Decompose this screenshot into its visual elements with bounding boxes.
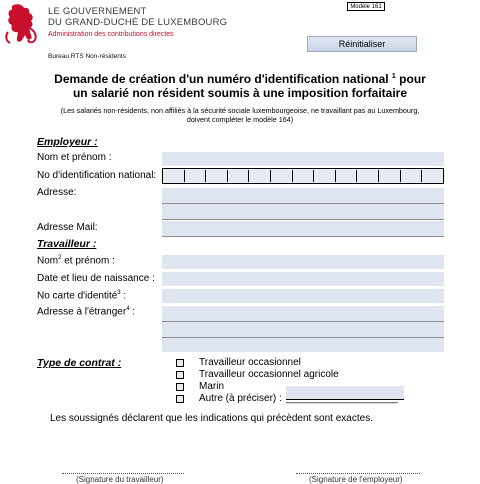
form-title-line2: un salarié non résident soumis à une imposition forfaitaire xyxy=(72,86,408,100)
id-digit-cell[interactable] xyxy=(358,170,379,182)
id-digit-cell[interactable] xyxy=(423,170,443,182)
footnote-marker: 4 xyxy=(126,306,130,312)
worker-idcard-label-end: : xyxy=(120,290,127,302)
worker-name-label-end: et prénom : xyxy=(61,255,115,267)
worker-name-label-text: Nom xyxy=(37,255,59,267)
id-digit-cell[interactable] xyxy=(164,170,185,182)
employer-id-label: No d'identification national: xyxy=(37,170,157,181)
worker-signature-label: (Signature du travailleur) xyxy=(76,475,164,484)
employer-signature-label: (Signature de l'employeur) xyxy=(309,475,403,484)
footnote-marker: 3 xyxy=(117,290,121,296)
worker-heading: Travailleur : xyxy=(37,238,97,250)
worker-birth-field[interactable] xyxy=(162,272,444,286)
bureau-name: Bureau RTS Non-résidents xyxy=(48,53,126,60)
footnote-marker: 1 xyxy=(391,73,396,80)
employer-name-field[interactable] xyxy=(162,152,444,166)
id-digit-cell[interactable] xyxy=(272,170,293,182)
employer-id-field[interactable] xyxy=(162,168,444,184)
contract-occasional-checkbox[interactable] xyxy=(176,359,184,367)
contract-type-heading: Type de contrat : xyxy=(37,357,122,369)
contract-option-label: Travailleur occasionnel agricole xyxy=(199,369,339,380)
worker-foreign-address-label-end: : xyxy=(129,306,136,318)
contract-option-label: Marin xyxy=(199,381,225,392)
form-note-line2: doivent compléter le modèle 164) xyxy=(186,115,294,124)
administration-name: Administration des contributions directes xyxy=(48,31,174,38)
id-digit-cell[interactable] xyxy=(294,170,315,182)
contract-option-label: Travailleur occasionnel xyxy=(199,357,301,368)
worker-name-label xyxy=(37,255,115,266)
model-number-badge: Modèle 161 xyxy=(347,2,385,11)
employer-email-field[interactable] xyxy=(162,221,444,236)
form-title-line1 xyxy=(0,72,480,86)
footnote-marker: 2 xyxy=(58,255,62,261)
id-digit-cell[interactable] xyxy=(207,170,228,182)
form-note-line1: (Les salariés non-résidents, non affiliés à la sécurité sociale luxembourgeoise, ne travaillant pas au Luxembourg, xyxy=(60,106,420,115)
worker-foreign-address-label xyxy=(37,306,135,317)
employer-address-field-2[interactable] xyxy=(162,204,444,219)
worker-idcard-label xyxy=(37,290,126,301)
gov-title-line2: DU GRAND-DUCHÉ DE LUXEMBOURG xyxy=(48,17,228,28)
form-title-text-end: pour xyxy=(395,72,426,86)
worker-foreign-address-field-3[interactable] xyxy=(162,338,444,352)
employer-email-label: Adresse Mail: xyxy=(37,222,98,233)
divider xyxy=(162,236,444,237)
worker-birth-label: Date et lieu de naissance : xyxy=(37,273,155,284)
id-digit-cell[interactable] xyxy=(380,170,401,182)
employer-address-field-1[interactable] xyxy=(162,188,444,203)
worker-signature-line xyxy=(62,473,184,474)
divider xyxy=(162,219,444,220)
id-digit-cell[interactable] xyxy=(337,170,358,182)
employer-address-label: Adresse: xyxy=(37,187,77,198)
gov-title-line1: LE GOUVERNEMENT xyxy=(48,6,147,17)
id-digit-cell[interactable] xyxy=(186,170,207,182)
worker-name-field[interactable] xyxy=(162,255,444,269)
employer-signature-line xyxy=(296,473,420,474)
contract-agricultural-checkbox[interactable] xyxy=(176,371,184,379)
contract-other-checkbox[interactable] xyxy=(176,395,184,403)
contract-other-blank: ______________________ xyxy=(286,393,398,404)
form-title-text: Demande de création d'un numéro d'identification national xyxy=(54,72,389,86)
worker-foreign-address-field-1[interactable] xyxy=(162,306,444,321)
worker-idcard-field[interactable] xyxy=(162,289,444,303)
employer-name-label: Nom et prénom : xyxy=(37,152,112,163)
lion-crest-icon xyxy=(2,2,40,46)
worker-foreign-address-label-text: Adresse à l'étranger xyxy=(37,306,127,318)
worker-foreign-address-field-2[interactable] xyxy=(162,322,444,337)
contract-sailor-checkbox[interactable] xyxy=(176,383,184,391)
contract-option-label: Autre (à préciser) : xyxy=(199,393,282,404)
id-digit-cell[interactable] xyxy=(315,170,336,182)
id-digit-cell[interactable] xyxy=(402,170,423,182)
id-digit-cell[interactable] xyxy=(250,170,271,182)
worker-idcard-label-text: No carte d'identité xyxy=(37,290,118,302)
employer-heading: Employeur : xyxy=(37,136,98,148)
id-digit-cell[interactable] xyxy=(229,170,250,182)
declaration-text: Les soussignés déclarent que les indications qui précèdent sont exactes. xyxy=(50,413,373,424)
reset-button[interactable]: Réinitialiser xyxy=(307,36,417,52)
